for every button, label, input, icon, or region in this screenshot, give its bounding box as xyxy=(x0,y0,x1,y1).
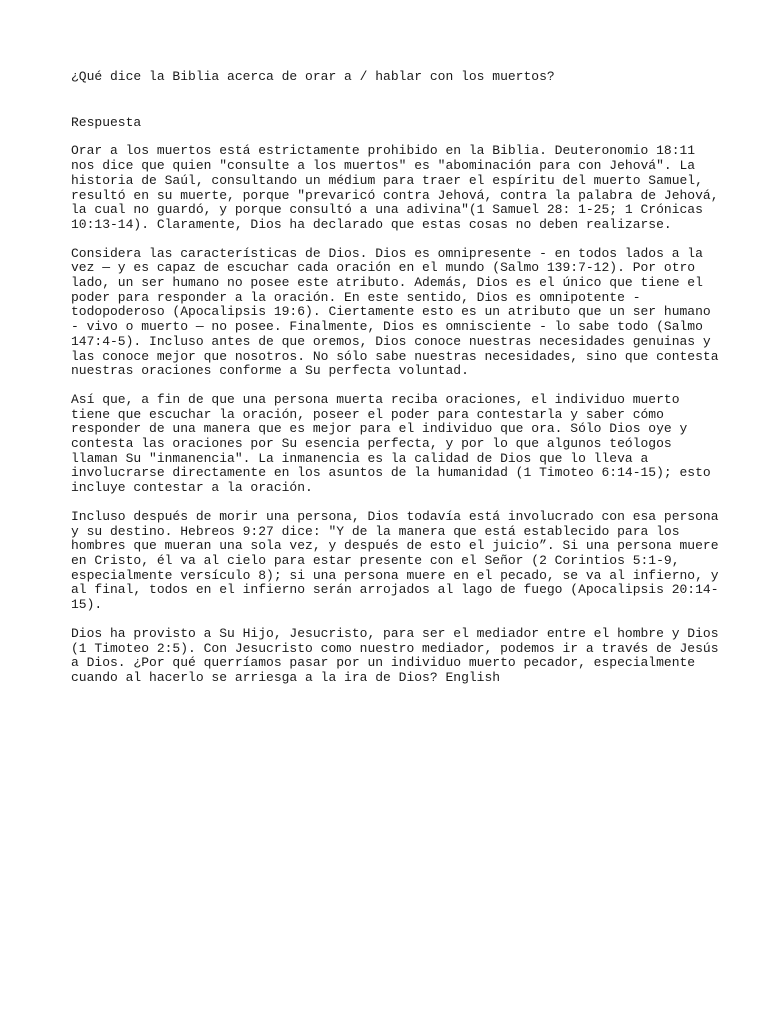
paragraph-line: responder de una manera que es mejor para el individuo que ora. Sólo Dios oye y xyxy=(71,421,688,437)
paragraph-3 xyxy=(71,393,711,496)
paragraph-line: 10:13-14). Claramente, Dios ha declarado que estas cosas no deben realizarse. xyxy=(71,216,672,232)
paragraph-line: nos dice que quien "consulte a los muertos" es "abominación para con Jehová". La xyxy=(71,158,696,174)
paragraph-line: lado, un ser humano no posee este atributo. Además, Dios es el único que tiene el xyxy=(71,275,703,291)
paragraph-line: especialmente versículo 8); si una persona muere en el pecado, se va al infierno, y xyxy=(71,567,719,583)
paragraph-line: y su destino. Hebreos 9:27 dice: "Y de la manera que está establecido para los xyxy=(71,523,680,539)
paragraph-line: poder para responder a la oración. En este sentido, Dios es omnipotente - xyxy=(71,289,641,305)
paragraph-line: cuando al hacerlo se arriesga a la ira de Dios? English xyxy=(71,669,501,685)
paragraph-line: incluye contestar a la oración. xyxy=(71,480,313,496)
paragraph-line: Incluso después de morir una persona, Dios todavía está involucrado con esa persona xyxy=(71,508,719,524)
paragraph-line: Considera las características de Dios. Dios es omnipresente - en todos lados a la xyxy=(71,245,703,261)
paragraph-line: 147:4-5). Incluso antes de que oremos, Dios conoce nuestras necesidades genuinas y xyxy=(71,333,711,349)
paragraph-line: en Cristo, él va al cielo para estar presente con el Señor (2 Corintios 5:1-9, xyxy=(71,552,680,568)
paragraph-line: contesta las oraciones por Su esencia perfecta, y por lo que algunos teólogos xyxy=(71,436,672,452)
paragraph-line: (1 Timoteo 2:5). Con Jesucristo como nuestro mediador, podemos ir a través de Jesús xyxy=(71,640,719,656)
paragraph-line: Orar a los muertos está estrictamente prohibido en la Biblia. Deuteronomio 18:11 xyxy=(71,143,696,159)
paragraph-line: nuestras oraciones conforme a Su perfecta voluntad. xyxy=(71,363,469,379)
paragraph-line: Así que, a fin de que una persona muerta reciba oraciones, el individuo muerto xyxy=(71,391,680,407)
paragraph-line: historia de Saúl, consultando un médium para traer el espíritu del muerto Samuel, xyxy=(71,172,703,188)
paragraph-1 xyxy=(71,143,719,232)
paragraph-line: hombres que mueran una sola vez, y después de esto el juicio”. Si una persona muere xyxy=(71,538,719,554)
paragraph-line: todopoderoso (Apocalipsis 19:6). Ciertamente esto es un atributo que un ser humano xyxy=(71,304,711,320)
paragraph-5 xyxy=(71,625,719,686)
paragraph-line: las conoce mejor que nosotros. No sólo sabe nuestras necesidades, sino que contesta xyxy=(71,348,719,364)
paragraph-line: al final, todos en el infierno serán arrojados al lago de fuego (Apocalipsis 20:14- xyxy=(71,582,719,598)
paragraph-4 xyxy=(71,508,719,613)
question-heading: ¿Qué dice la Biblia acerca de orar a / hablar con los muertos? xyxy=(71,69,555,84)
paragraph-line: - vivo o muerto — no posee. Finalmente, Dios es omnisciente - lo sabe todo (Salmo xyxy=(71,319,703,335)
paragraph-2 xyxy=(71,245,719,379)
paragraph-line: tiene que escuchar la oración, poseer el poder para contestarla y saber cómo xyxy=(71,406,664,422)
paragraph-line: involucrarse directamente en los asuntos de la humanidad (1 Timoteo 6:14-15); esto xyxy=(71,465,711,481)
document-page xyxy=(71,69,719,686)
paragraph-line: a Dios. ¿Por qué querríamos pasar por un individuo muerto pecador, especialmente xyxy=(71,655,696,671)
answer-label: Respuesta xyxy=(71,114,142,130)
paragraph-line: 15). xyxy=(71,597,103,613)
paragraph-line: llaman Su "inmanencia". La inmanencia es la calidad de Dios que lo lleva a xyxy=(71,450,649,466)
paragraph-line: vez — y es capaz de escuchar cada oración en el mundo (Salmo 139:7-12). Por otro xyxy=(71,260,696,276)
paragraph-line: resultó en su muerte, porque "prevaricó contra Jehová, contra la palabra de Jehová, xyxy=(71,187,719,203)
paragraph-line: la cual no guardó, y porque consultó a una adivina"(1 Samuel 28: 1-25; 1 Crónicas xyxy=(71,202,703,218)
paragraph-line: Dios ha provisto a Su Hijo, Jesucristo, para ser el mediador entre el hombre y Dios xyxy=(71,625,719,641)
